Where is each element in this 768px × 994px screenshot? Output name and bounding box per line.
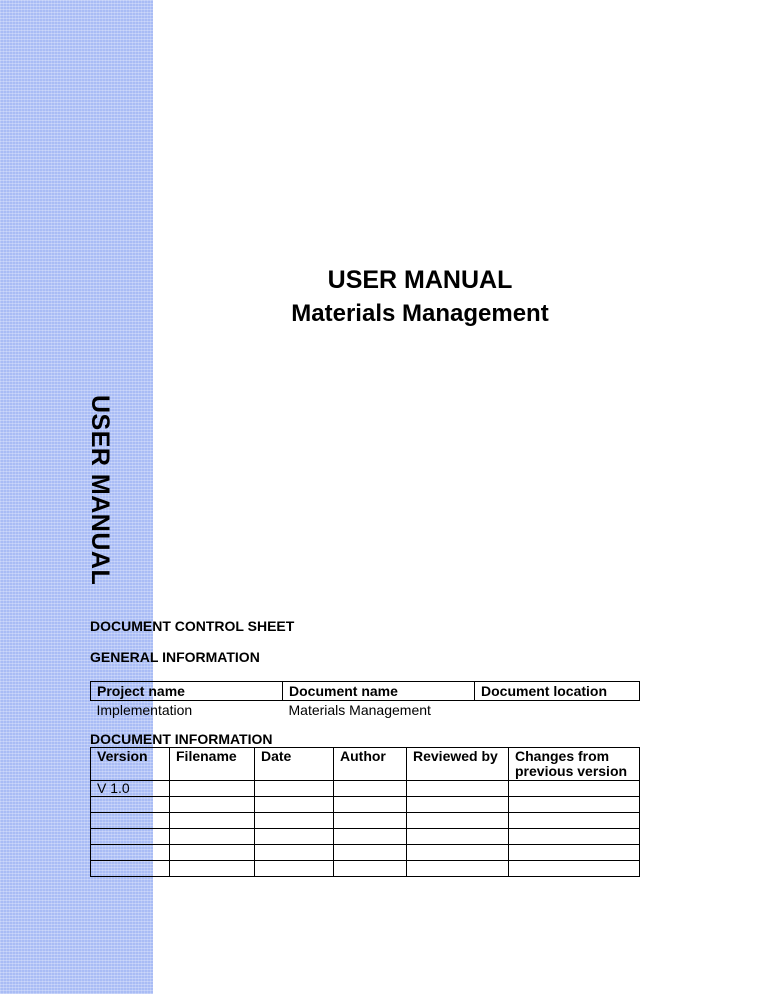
cell-author — [334, 813, 407, 829]
header-filename: Filename — [170, 748, 255, 781]
document-information-table — [90, 747, 640, 877]
cell-changes — [509, 861, 640, 877]
cell-filename — [170, 813, 255, 829]
document-title: USER MANUAL — [327, 266, 513, 294]
table-row — [91, 797, 640, 813]
cell-author — [334, 781, 407, 797]
cell-date — [255, 797, 334, 813]
cell-date — [255, 829, 334, 845]
cell-version — [91, 845, 170, 861]
cell-changes — [509, 813, 640, 829]
cell-author — [334, 829, 407, 845]
cell-version — [91, 829, 170, 845]
cell-document-name: Materials Management — [288, 702, 431, 718]
header-author: Author — [334, 748, 407, 781]
cell-author — [334, 845, 407, 861]
table-row — [91, 829, 640, 845]
document-subtitle: Materials Management — [291, 300, 549, 327]
header-reviewed-by: Reviewed by — [407, 748, 509, 781]
header-project-name: Project name — [91, 682, 283, 701]
cell-filename — [170, 829, 255, 845]
cell-version — [91, 797, 170, 813]
cell-author — [334, 861, 407, 877]
table-row — [91, 701, 640, 720]
cell-reviewed-by — [407, 813, 509, 829]
cell-date — [255, 861, 334, 877]
cell-version: V 1.0 — [91, 781, 170, 797]
cell-reviewed-by — [407, 781, 509, 797]
cell-changes — [509, 829, 640, 845]
cell-changes — [509, 845, 640, 861]
table-header-row — [91, 748, 640, 781]
document-information-heading: DOCUMENT INFORMATION — [90, 731, 273, 747]
table-header-row — [91, 682, 640, 701]
cell-filename — [170, 781, 255, 797]
cell-date — [255, 813, 334, 829]
table-row — [91, 861, 640, 877]
cell-changes — [509, 781, 640, 797]
cell-filename — [170, 861, 255, 877]
general-information-heading: GENERAL INFORMATION — [90, 649, 260, 665]
cell-version — [91, 861, 170, 877]
table-row — [91, 813, 640, 829]
cell-reviewed-by — [407, 797, 509, 813]
cell-changes — [509, 797, 640, 813]
cell-document-location — [475, 701, 640, 720]
header-document-name: Document name — [283, 682, 475, 701]
cell-reviewed-by — [407, 861, 509, 877]
cell-filename — [170, 845, 255, 861]
header-document-location: Document location — [475, 682, 640, 701]
cell-reviewed-by — [407, 829, 509, 845]
cell-version — [91, 813, 170, 829]
cell-date — [255, 845, 334, 861]
header-date: Date — [255, 748, 334, 781]
side-title: USER MANUAL — [86, 395, 114, 586]
cell-date — [255, 781, 334, 797]
general-information-table — [90, 681, 640, 719]
table-row — [91, 781, 640, 797]
cell-filename — [170, 797, 255, 813]
control-sheet-heading: DOCUMENT CONTROL SHEET — [90, 618, 295, 634]
cell-project-name: Implementation — [96, 702, 193, 718]
cell-author — [334, 797, 407, 813]
cell-reviewed-by — [407, 845, 509, 861]
header-version: Version — [91, 748, 170, 781]
table-row — [91, 845, 640, 861]
header-changes: Changes from previous version — [509, 748, 640, 781]
